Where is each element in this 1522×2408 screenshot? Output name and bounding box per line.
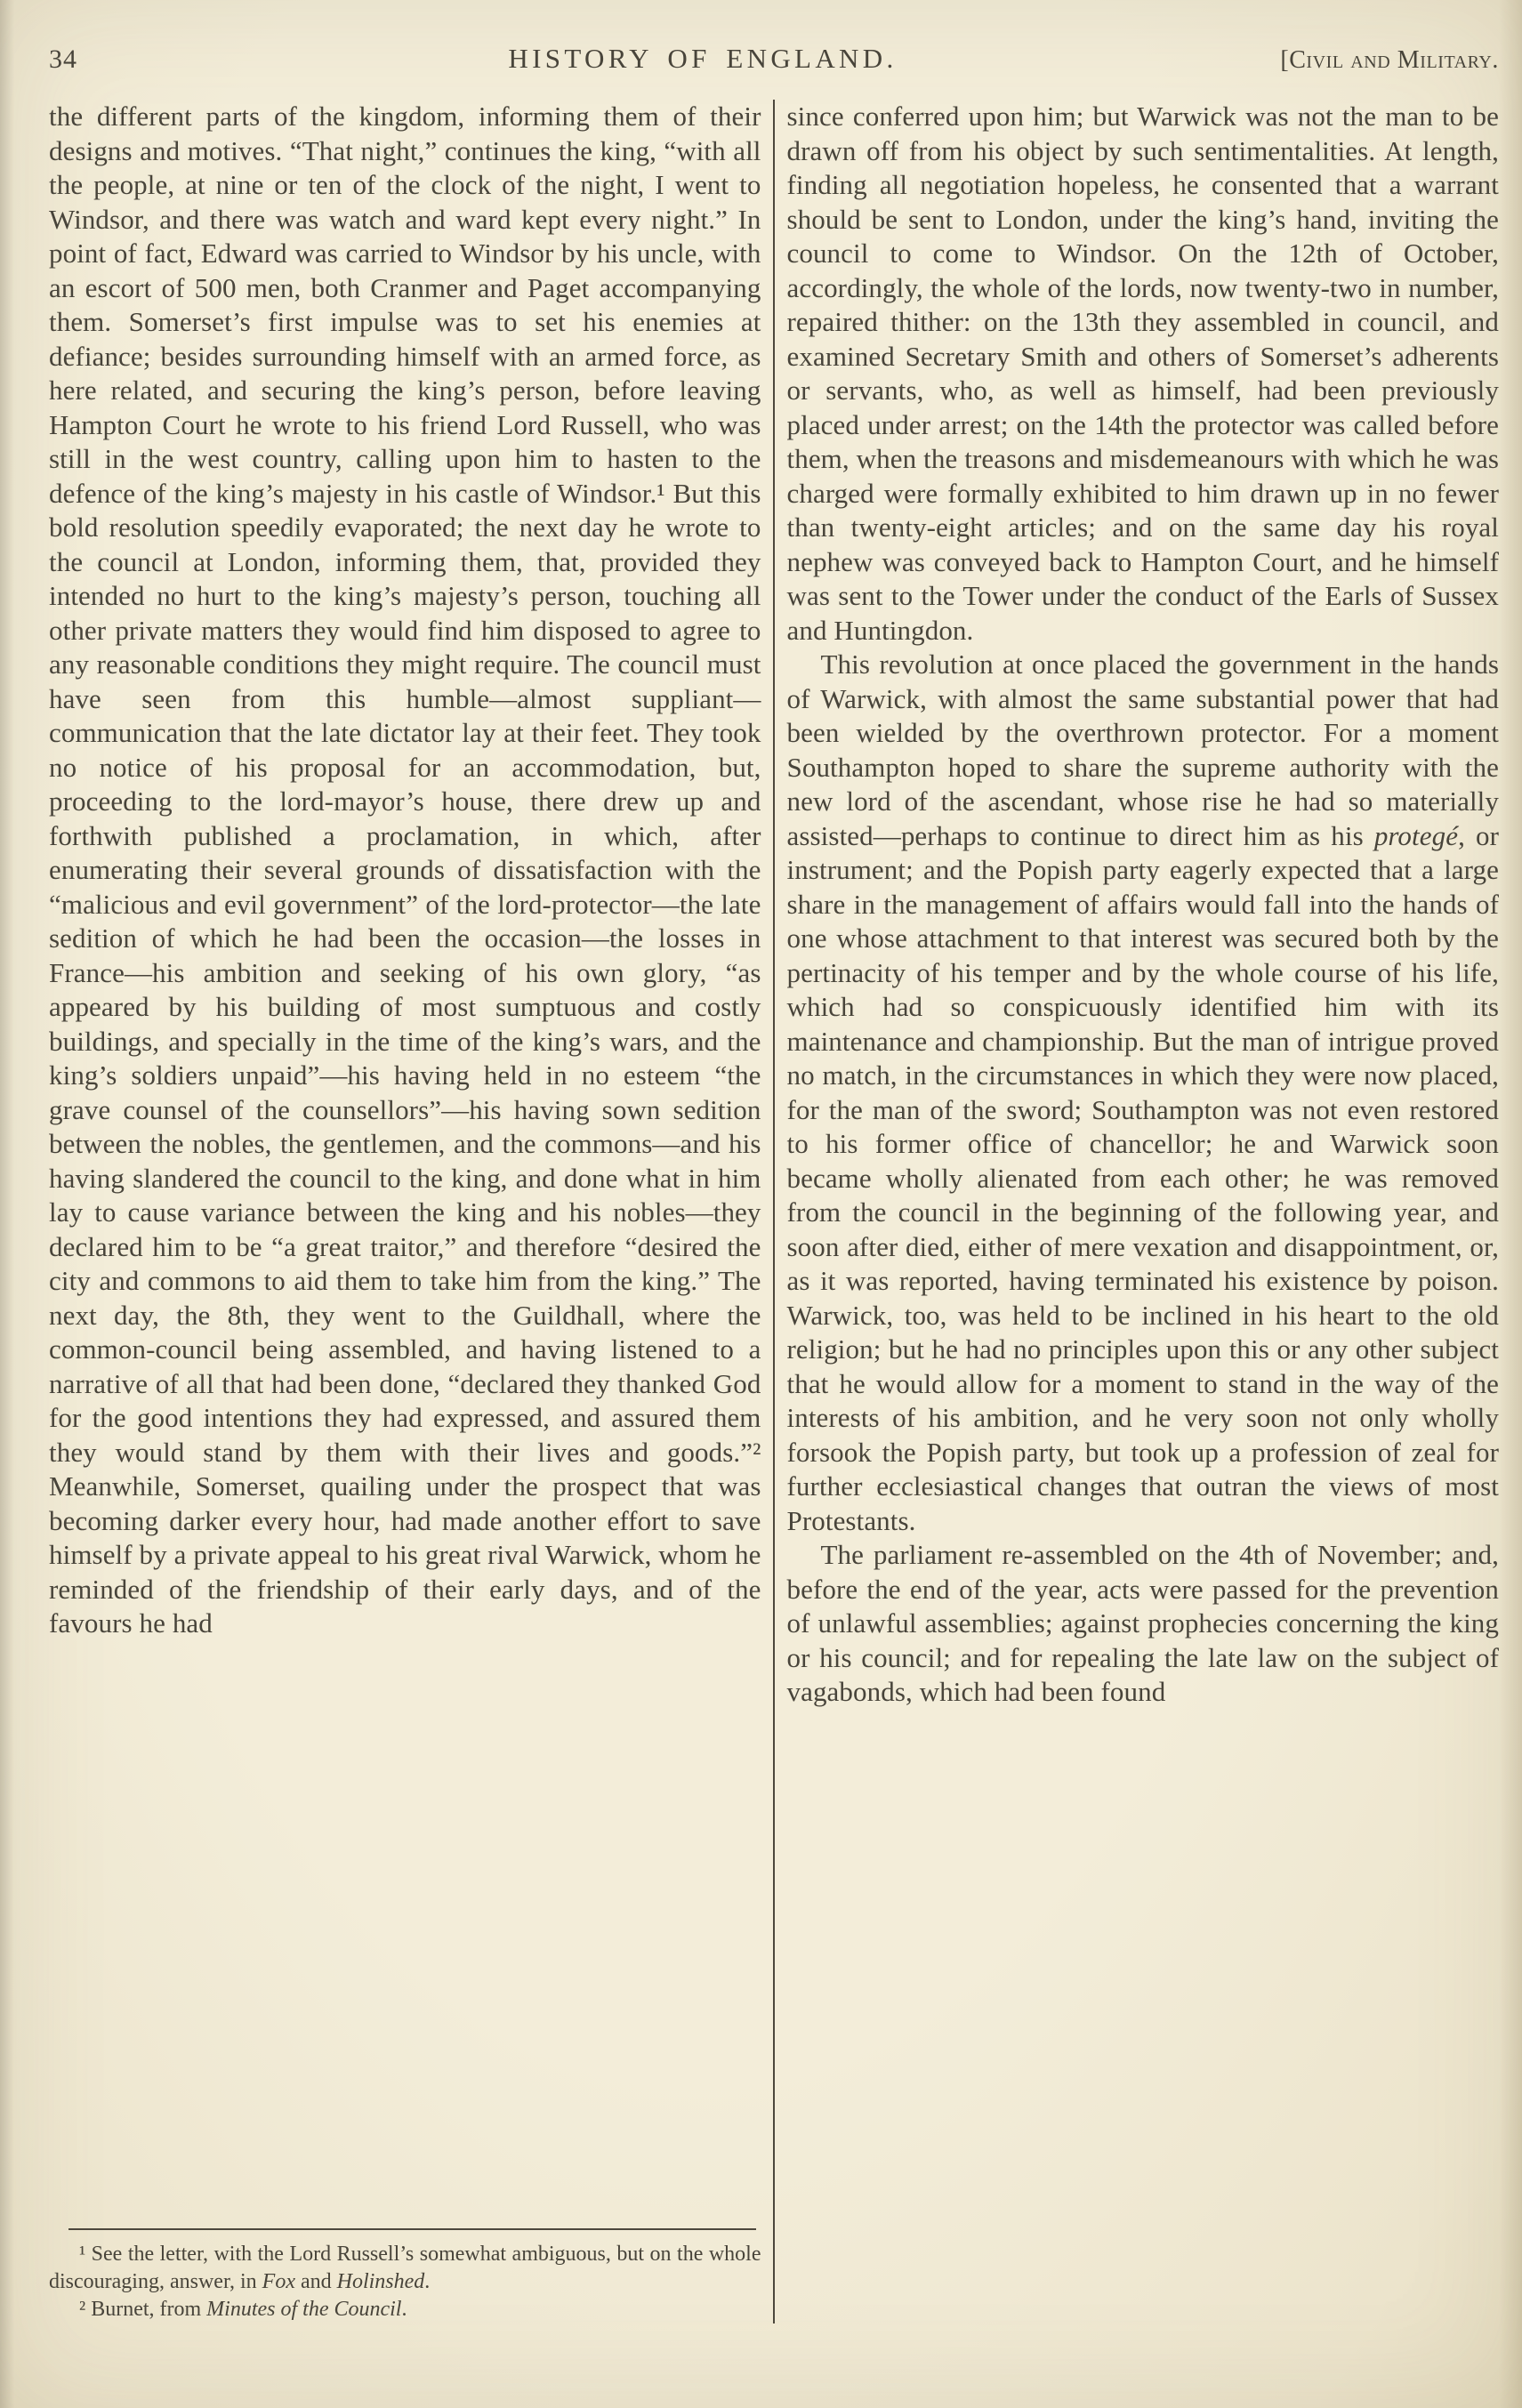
page-number: 34	[49, 44, 77, 74]
left-column	[49, 100, 773, 2323]
footnotes	[49, 2219, 761, 2323]
left-column-text	[49, 100, 761, 1641]
footnote-list	[49, 2241, 761, 2323]
footnote: ² Burnet, from Minutes of the Council.	[79, 2298, 407, 2321]
paragraph: the different parts of the kingdom, informing them of their designs and motives. “That night,” continues the king, “with all the people, at nine or ten of the clock of the night, I went to Windsor, and there was watch and ward kept every night.” In point of fact, Edward was carried to Windsor by his uncle, with an escort of 500 men, both Cranmer and Paget accompanying them. Somerset’s first impulse was to set his enemies at defiance; besides surrounding himself with an armed force, as here related, and securing the king’s person, before leaving Hampton Court he wrote to his friend Lord Russell, who was still in the west country, calling upon him to hasten to the defence of the king’s majesty in his castle of Windsor.¹ But this bold resolution speedily evaporated; the next day he wrote to the council at London, informing them, that, provided they intended no hurt to the king’s majesty’s person, touching all other private matters they would find him disposed to agree to any reasonable conditions they might require. The council must have seen from this humble—almost suppliant—communication that the late dictator lay at their feet. They took no notice of his proposal for an accommodation, but, proceeding to the lord-mayor’s house, there drew up and forthwith published a proclamation, in which, after enumerating their several grounds of dissatisfaction with the “malicious and evil government” of the lord-protector—the late sedition of which he had been the occasion—the losses in France—his ambition and seeking of his own glory, “as appeared by his building of most sumptuous and costly buildings, and specially in the time of the king’s wars, and the king’s soldiers unpaid”—his having held in no esteem “the grave counsel of the counsellors”—his having sown sedition between the nobles, the gentlemen, and the commons—and his having slandered the council to the king, and done what in him lay to cause variance between the king and his nobles—they declared him to be “a great traitor,” and therefore “desired the city and commons to aid them to take him from the king.” The next day, the 8th, they went to the Guildhall, where the common-council being assembled, and having listened to a narrative of all that had been done, “declared they thanked God for the good intentions they had expressed, and assured them they would stand by them with their lives and goods.”² Meanwhile, Somerset, quailing under the prospect that was becoming darker every hour, had made another effort to save himself by a private appeal to his great rival Warwick, whom he reminded of the friendship of their early days, and of the favours he had	[49, 101, 761, 1639]
two-column-body	[0, 82, 1522, 2323]
paragraph: This revolution at once placed the government in the hands of Warwick, with almost the same substantial power that had been wielded by the overthrown protector. For a moment Southampton hoped to share the supreme authority with the new lord of the ascendant, whose rise he had so materially assisted—perhaps to continue to direct him as his protegé, or instrument; and the Popish party eagerly expected that a large share in the management of affairs would fall into the hands of one whose attachment to that interest was secured both by the pertinacity of his temper and by the whole course of his life, which had so conspicuously identified him with its maintenance and championship. But the man of intrigue proved no match, in the circumstances in which they were now placed, for the man of the sword; Southampton was not even restored to his former office of chancellor; he and Warwick soon became wholly alienated from each other; he was removed from the council in the beginning of the following year, and soon after died, either of mere vexation and disappointment, or, as it was reported, having terminated his existence by poison. Warwick, too, was held to be inclined in his heart to the old religion; but he had no principles upon this or any other subject that he would allow for a moment to stand in the way of the interests of his ambition, and he very soon not only wholly forsook the Popish party, but took up a profession of zeal for further ecclesiastical changes that outran the views of most Protestants.	[786, 648, 1499, 1536]
page-title: HISTORY OF ENGLAND.	[508, 43, 898, 74]
paragraph: The parliament re-assembled on the 4th of November; and, before the end of the year, acts were passed for the prevention of unlawful assemblies; against prophecies concerning the king or his council; and for repealing the late law on the subject of vagabonds, which had been found	[786, 1539, 1499, 1707]
footnote: ¹ See the letter, with the Lord Russell’s somewhat ambiguous, but on the whole discouraging, answer, in Fox and Holinshed.	[49, 2243, 761, 2293]
running-header	[0, 0, 1522, 82]
paragraph: since conferred upon him; but Warwick was not the man to be drawn off from his object by such sentimentalities. At length, finding all negotiation hopeless, he consented that a warrant should be sent to London, under the king’s hand, inviting the council to come to Windsor. On the 12th of October, accordingly, the whole of the lords, now twenty-two in number, repaired thither: on the 13th they assembled in council, and examined Secretary Smith and others of Somerset’s adherents or servants, who, as well as himself, had been previously placed under arrest; on the 14th the protector was called before them, when the treasons and misdemeanours with which he was charged were formally exhibited to him drawn up in no fewer than twenty-eight articles; and on the same day his royal nephew was conveyed back to Hampton Court, and he himself was sent to the Tower under the conduct of the Earls of Sussex and Huntingdon.	[786, 101, 1499, 646]
footnote-rule	[68, 2228, 756, 2230]
right-column	[775, 100, 1500, 2323]
running-header-section: [Civil and Military.	[1280, 46, 1499, 74]
right-column-text	[787, 100, 1500, 1710]
